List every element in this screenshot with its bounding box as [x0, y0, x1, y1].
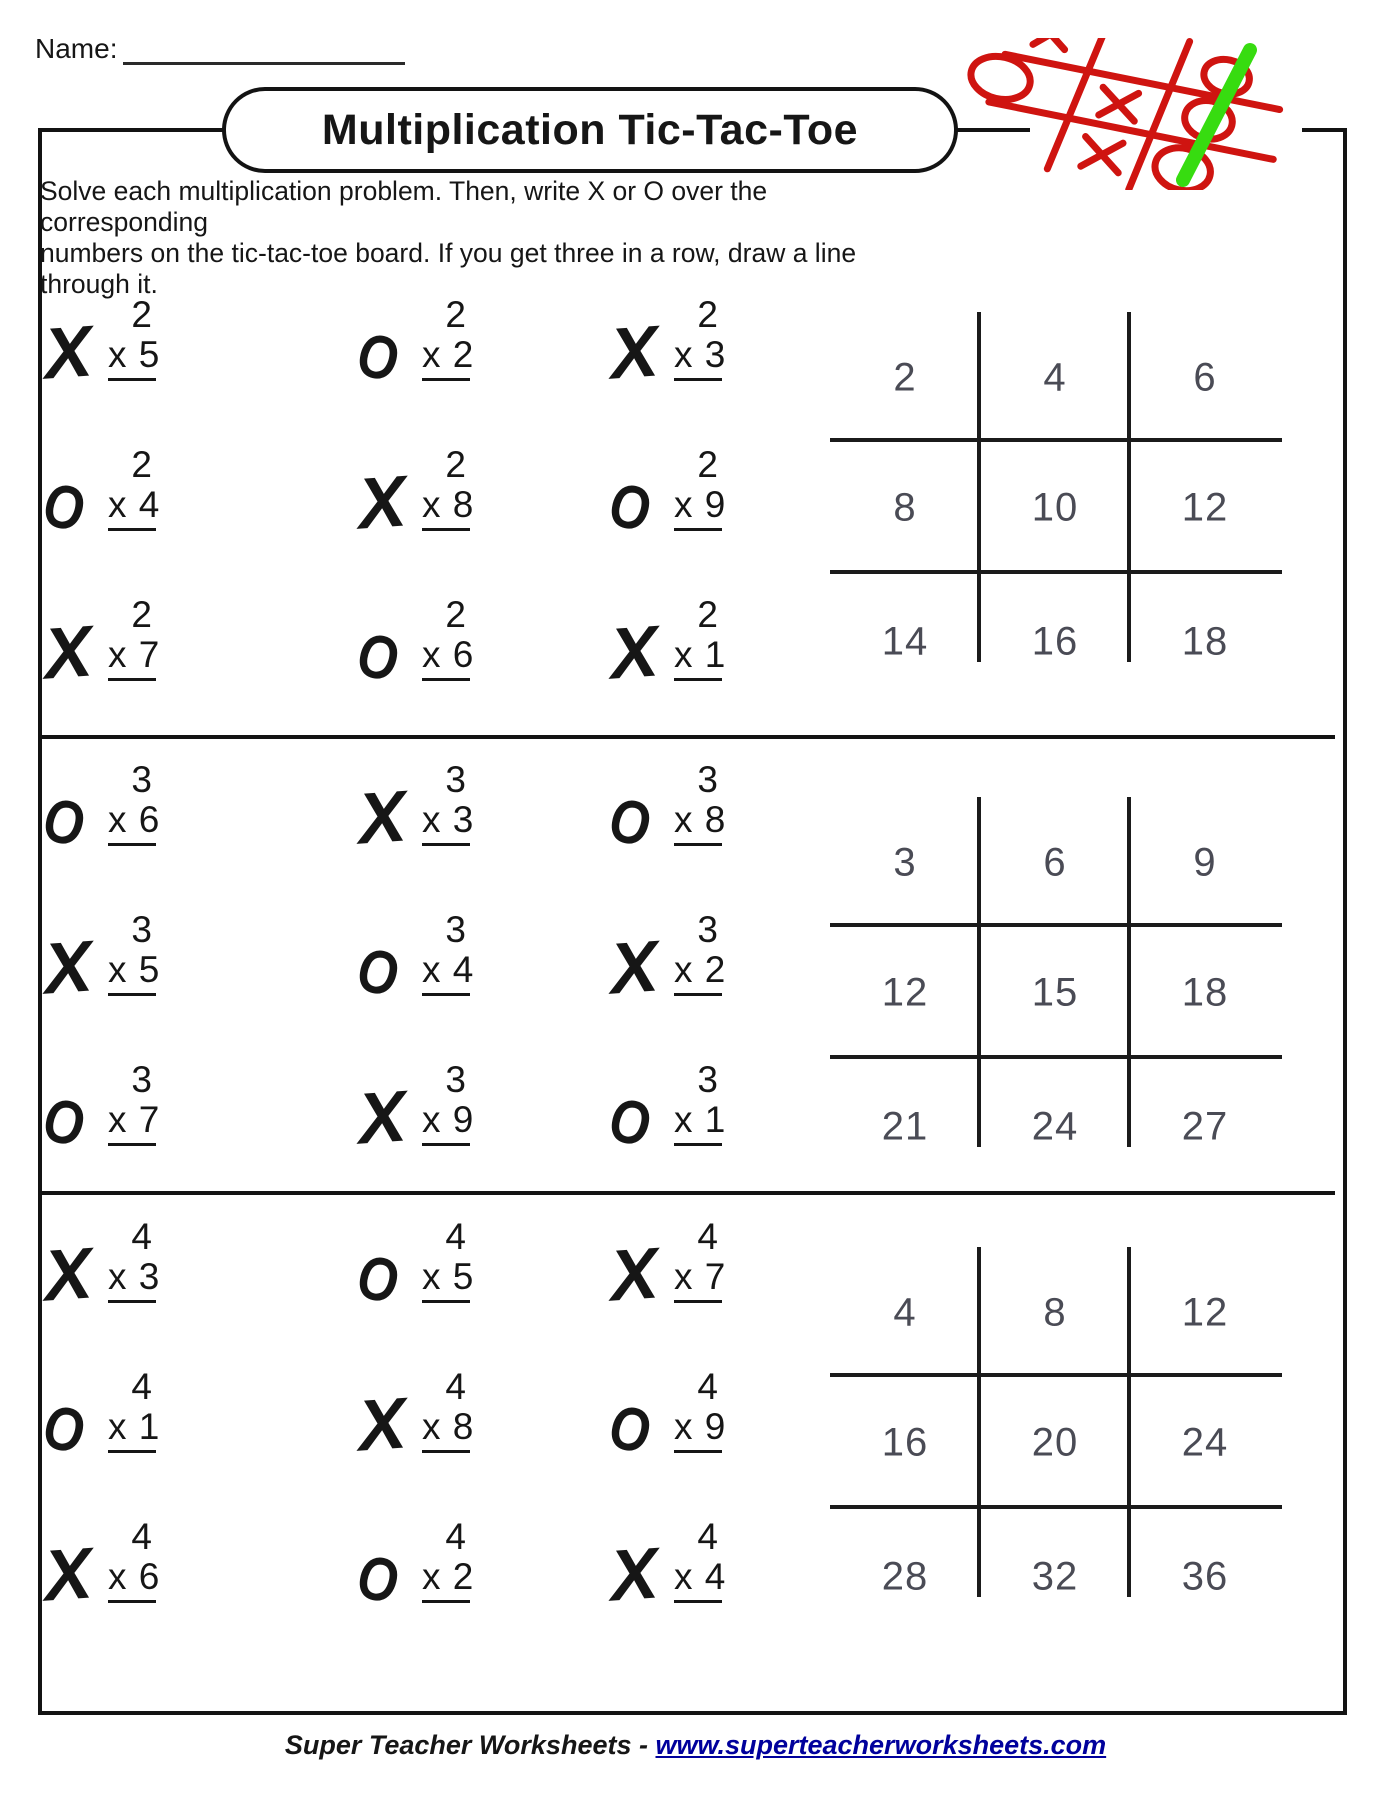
- x-mark: X: [41, 311, 95, 395]
- board-grid-line: [1127, 1247, 1131, 1597]
- multiplier: x 8: [674, 800, 722, 846]
- board-grid-line: [830, 570, 1282, 574]
- multiplier: x 7: [674, 1257, 722, 1303]
- vertical-multiplication: [422, 759, 475, 846]
- vertical-multiplication: [422, 909, 475, 996]
- board-cell: 24: [1031, 1104, 1079, 1149]
- board-cell: 8: [893, 485, 917, 530]
- section-times-2: [0, 295, 1391, 745]
- x-mark: X: [41, 1533, 95, 1617]
- multiplicand: 4: [445, 1216, 466, 1257]
- multiplier: x 3: [108, 1257, 156, 1303]
- vertical-multiplication: [674, 444, 727, 531]
- o-mark: O: [39, 1391, 88, 1468]
- o-mark: O: [39, 1084, 88, 1161]
- multiplier: x 3: [422, 800, 470, 846]
- multiplicand: 4: [697, 1366, 718, 1407]
- tic-tac-toe-board: [830, 312, 1282, 662]
- multiplicand: 3: [131, 759, 152, 800]
- vertical-multiplication: [108, 444, 161, 531]
- multiplicand: 3: [445, 759, 466, 800]
- o-mark: O: [605, 784, 654, 861]
- board-cell: 32: [1031, 1554, 1079, 1599]
- board-cell: 20: [1031, 1420, 1079, 1465]
- board-grid-line: [977, 312, 981, 662]
- multiplication-problem: [41, 294, 184, 410]
- board-grid-line: [977, 1247, 981, 1597]
- multiplicand: 2: [445, 594, 466, 635]
- page-title: Multiplication Tic-Tac-Toe: [321, 105, 859, 154]
- o-mark: O: [605, 1391, 654, 1468]
- footer: [0, 1730, 1391, 1761]
- tic-tac-toe-doodle-icon: [940, 38, 1338, 190]
- tic-tac-toe-board: [830, 797, 1282, 1147]
- multiplication-problem: [353, 294, 498, 410]
- board-grid-line: [1127, 797, 1131, 1147]
- multiplier: x 9: [674, 485, 722, 531]
- vertical-multiplication: [422, 1366, 475, 1453]
- multiplier: x 4: [108, 485, 156, 531]
- vertical-multiplication: [108, 1216, 161, 1303]
- vertical-multiplication: [422, 294, 475, 381]
- vertical-multiplication: [422, 444, 475, 531]
- multiplicand: 4: [131, 1516, 152, 1557]
- vertical-multiplication: [674, 1516, 727, 1603]
- multiplier: x 7: [108, 1100, 156, 1146]
- multiplication-problem: [605, 759, 750, 875]
- vertical-multiplication: [674, 294, 727, 381]
- multiplier: x 5: [108, 950, 156, 996]
- multiplicand: 4: [445, 1516, 466, 1557]
- title-bubble: [222, 87, 958, 173]
- board-cell: 21: [881, 1104, 929, 1149]
- vertical-multiplication: [108, 909, 161, 996]
- x-mark: X: [607, 1233, 661, 1317]
- board-grid-line: [830, 1055, 1282, 1059]
- board-grid-line: [830, 438, 1282, 442]
- section-times-3: [0, 760, 1391, 1210]
- multiplication-problem: [353, 1516, 498, 1632]
- board-grid-line: [830, 923, 1282, 927]
- board-cell: 6: [1193, 355, 1217, 400]
- multiplication-problem: [41, 594, 184, 710]
- multiplicand: 2: [131, 594, 152, 635]
- board-cell: 12: [881, 970, 929, 1015]
- multiplier: x 6: [108, 1557, 156, 1603]
- o-mark: O: [353, 319, 402, 396]
- board-cell: 18: [1181, 970, 1229, 1015]
- multiplication-problem: [41, 1516, 184, 1632]
- multiplier: x 9: [422, 1100, 470, 1146]
- x-mark: X: [607, 1533, 661, 1617]
- multiplier: x 6: [108, 800, 156, 846]
- multiplicand: 2: [445, 294, 466, 335]
- multiplication-problem: [605, 1366, 750, 1482]
- board-cell: 4: [1043, 355, 1067, 400]
- multiplicand: 2: [131, 444, 152, 485]
- board-cell: 12: [1181, 1290, 1229, 1335]
- board-cell: 15: [1031, 970, 1079, 1015]
- multiplier: x 3: [674, 335, 722, 381]
- multiplicand: 3: [697, 909, 718, 950]
- board-cell: 8: [1043, 1290, 1067, 1335]
- multiplication-problem: [607, 294, 750, 410]
- multiplicand: 3: [445, 909, 466, 950]
- vertical-multiplication: [674, 1216, 727, 1303]
- o-mark: O: [39, 784, 88, 861]
- section-times-4: [0, 1217, 1391, 1667]
- multiplicand: 4: [131, 1366, 152, 1407]
- o-mark: O: [605, 1084, 654, 1161]
- multiplicand: 2: [697, 594, 718, 635]
- name-blank-line: [123, 32, 405, 65]
- x-mark: X: [607, 611, 661, 695]
- vertical-multiplication: [108, 1059, 161, 1146]
- vertical-multiplication: [674, 594, 727, 681]
- o-mark: O: [353, 1541, 402, 1618]
- vertical-multiplication: [108, 759, 161, 846]
- board-cell: 3: [893, 840, 917, 885]
- multiplier: x 2: [422, 1557, 470, 1603]
- multiplication-problem: [41, 909, 184, 1025]
- name-row: [35, 32, 405, 65]
- x-mark: X: [41, 926, 95, 1010]
- multiplicand: 3: [445, 1059, 466, 1100]
- multiplier: x 1: [108, 1407, 156, 1453]
- multiplicand: 2: [131, 294, 152, 335]
- board-grid-line: [977, 797, 981, 1147]
- multiplicand: 4: [697, 1516, 718, 1557]
- x-mark: X: [41, 1233, 95, 1317]
- multiplication-problem: [39, 759, 184, 875]
- multiplication-problem: [353, 594, 498, 710]
- multiplier: x 4: [422, 950, 470, 996]
- o-mark: O: [353, 1241, 402, 1318]
- multiplication-problem: [39, 444, 184, 560]
- instructions-line-1: Solve each multiplication problem. Then, write X or O over the corresponding: [40, 176, 768, 237]
- board-cell: 36: [1181, 1554, 1229, 1599]
- board-grid-line: [1127, 312, 1131, 662]
- board-cell: 28: [881, 1554, 929, 1599]
- footer-text: Super Teacher Worksheets -: [284, 1730, 656, 1760]
- board-cell: 12: [1181, 485, 1229, 530]
- board-cell: 4: [893, 1290, 917, 1335]
- multiplier: x 9: [674, 1407, 722, 1453]
- x-mark: X: [607, 311, 661, 395]
- multiplier: x 5: [108, 335, 156, 381]
- multiplicand: 3: [697, 759, 718, 800]
- vertical-multiplication: [108, 1366, 161, 1453]
- footer-link[interactable]: www.superteacherworksheets.com: [655, 1730, 1107, 1760]
- o-mark: O: [353, 934, 402, 1011]
- problems-grid: [0, 760, 760, 1210]
- board-cell: 2: [893, 355, 917, 400]
- multiplier: x 2: [674, 950, 722, 996]
- multiplication-problem: [605, 1059, 750, 1175]
- x-mark: X: [41, 611, 95, 695]
- o-mark: O: [353, 619, 402, 696]
- multiplication-problem: [607, 1516, 750, 1632]
- multiplication-problem: [355, 759, 498, 875]
- vertical-multiplication: [108, 594, 161, 681]
- vertical-multiplication: [422, 1059, 475, 1146]
- board-grid-line: [830, 1505, 1282, 1509]
- vertical-multiplication: [108, 1516, 161, 1603]
- multiplication-problem: [41, 1216, 184, 1332]
- board-cell: 16: [1031, 619, 1079, 664]
- multiplier: x 2: [422, 335, 470, 381]
- multiplicand: 3: [697, 1059, 718, 1100]
- o-mark: O: [39, 469, 88, 546]
- vertical-multiplication: [108, 294, 161, 381]
- board-cell: 24: [1181, 1420, 1229, 1465]
- tic-tac-toe-board: [830, 1247, 1282, 1597]
- board-cell: 16: [881, 1420, 929, 1465]
- board-cell: 9: [1193, 840, 1217, 885]
- multiplier: x 1: [674, 1100, 722, 1146]
- o-mark: O: [605, 469, 654, 546]
- multiplication-problem: [607, 909, 750, 1025]
- multiplier: x 4: [674, 1557, 722, 1603]
- instructions-line-2: numbers on the tic-tac-toe board. If you get three in a row, draw a line through it.: [40, 238, 857, 299]
- multiplier: x 7: [108, 635, 156, 681]
- multiplication-problem: [353, 1216, 498, 1332]
- instructions: [40, 176, 940, 300]
- multiplicand: 2: [445, 444, 466, 485]
- multiplier: x 8: [422, 1407, 470, 1453]
- x-mark: X: [355, 776, 409, 860]
- multiplicand: 2: [697, 444, 718, 485]
- multiplicand: 3: [131, 909, 152, 950]
- multiplication-problem: [39, 1366, 184, 1482]
- vertical-multiplication: [674, 1059, 727, 1146]
- multiplier: x 1: [674, 635, 722, 681]
- multiplication-problem: [355, 444, 498, 560]
- x-mark: X: [355, 461, 409, 545]
- multiplication-problem: [353, 909, 498, 1025]
- multiplication-problem: [607, 1216, 750, 1332]
- board-cell: 10: [1031, 485, 1079, 530]
- board-cell: 6: [1043, 840, 1067, 885]
- name-label: Name:: [35, 33, 118, 64]
- multiplicand: 4: [697, 1216, 718, 1257]
- vertical-multiplication: [422, 1216, 475, 1303]
- vertical-multiplication: [674, 1366, 727, 1453]
- vertical-multiplication: [422, 594, 475, 681]
- board-cell: 18: [1181, 619, 1229, 664]
- problems-grid: [0, 1217, 760, 1667]
- problems-grid: [0, 295, 760, 745]
- board-grid-line: [830, 1373, 1282, 1377]
- multiplicand: 3: [131, 1059, 152, 1100]
- x-mark: X: [355, 1383, 409, 1467]
- x-mark: X: [355, 1076, 409, 1160]
- multiplier: x 6: [422, 635, 470, 681]
- multiplicand: 2: [697, 294, 718, 335]
- x-mark: X: [607, 926, 661, 1010]
- multiplicand: 4: [131, 1216, 152, 1257]
- vertical-multiplication: [422, 1516, 475, 1603]
- multiplication-problem: [39, 1059, 184, 1175]
- board-cell: 27: [1181, 1104, 1229, 1149]
- vertical-multiplication: [674, 759, 727, 846]
- multiplication-problem: [355, 1059, 498, 1175]
- multiplier: x 8: [422, 485, 470, 531]
- multiplier: x 5: [422, 1257, 470, 1303]
- multiplication-problem: [355, 1366, 498, 1482]
- board-cell: 14: [881, 619, 929, 664]
- multiplicand: 4: [445, 1366, 466, 1407]
- vertical-multiplication: [674, 909, 727, 996]
- multiplication-problem: [605, 444, 750, 560]
- multiplication-problem: [607, 594, 750, 710]
